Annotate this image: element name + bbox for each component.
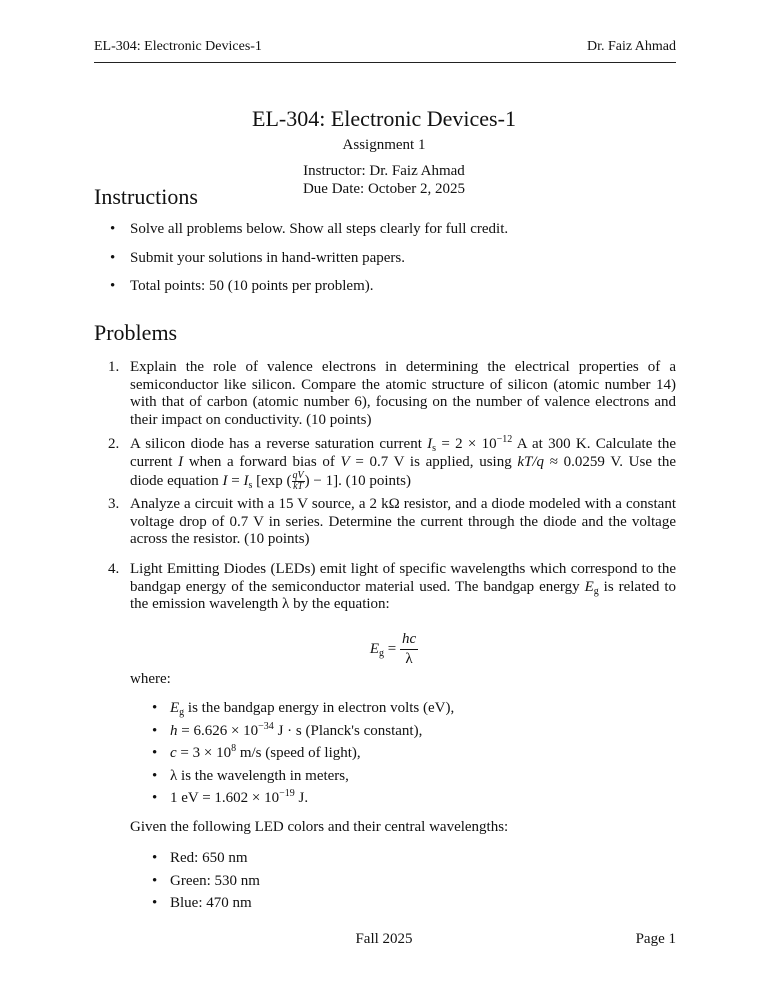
assignment-label: Assignment 1 xyxy=(342,137,426,153)
bullet-icon: • xyxy=(152,790,158,806)
problem-3: 3. Analyze a circuit with a 15 V source, a 2 kΩ resistor, and a diode modeled with a constant voltage drop of 0.7 V in series. Determine the current through the diode and the voltage across the resistor. (10 points) xyxy=(108,496,676,547)
header-course: EL-304: Electronic Devices-1 xyxy=(94,39,262,54)
bullet-icon: • xyxy=(152,873,158,889)
bullet-icon: • xyxy=(152,700,158,716)
fraction: $\frac{qV}{kT}$ xyxy=(292,470,304,492)
page-number: Page 1 xyxy=(635,931,676,947)
document-title: EL-304: Electronic Devices-1 xyxy=(252,106,516,131)
bandgap-equation: $E_g$ = $\frac{hc}{\lambda}$ xyxy=(369,631,417,667)
bullet-icon: • xyxy=(152,768,158,784)
where-label: where: xyxy=(130,671,171,687)
problems-heading: Problems xyxy=(94,320,178,345)
footer-term: Fall 2025 xyxy=(355,931,413,947)
bullet-icon: • xyxy=(152,895,158,911)
header-instructor: Dr. Faiz Ahmad xyxy=(586,39,676,54)
bullet-icon: • xyxy=(110,221,116,237)
due-date: Due Date: October 2, 2025 xyxy=(302,181,466,197)
bullet-icon: • xyxy=(110,250,116,266)
instructions-heading: Instructions xyxy=(94,184,198,209)
problem-4: 4. Light Emitting Diodes (LEDs) emit light of specific wavelengths which correspond to the bandgap energy of the semiconductor material used. The bandgap energy $E_g$ is related to the emission wavelength λ by the equation: xyxy=(108,561,676,612)
header-rule xyxy=(94,62,676,63)
bullet-icon: • xyxy=(152,745,158,761)
given-text: Given the following LED colors and their central wavelengths: xyxy=(130,819,509,835)
bullet-icon: • xyxy=(152,850,158,866)
bullet-icon: • xyxy=(152,723,158,739)
problem-2: 2. A silicon diode has a reverse saturation current $I_s = 2 \times 10^{-12}$ A at 300 K. Calculate the current I when a forward bias of V = 0.7 V is applied, using kT/q ≈ 0.0259 V. Use the diode equation $I = I_s$ [exp ( $\frac{qV}{kT}$ ) − 1]. (10 points) xyxy=(108,434,676,492)
bullet-icon: • xyxy=(110,278,116,294)
instructor-line: Instructor: Dr. Faiz Ahmad xyxy=(303,163,465,179)
problem-1: 1. Explain the role of valence electrons in determining the electrical properties of a semiconductor like silicon. Compare the atomic structure of silicon (atomic number 14) with that of carbon (atomic number 6), focusing on the number of valence electrons and their impact on conductivity. (10 points) xyxy=(108,359,676,428)
